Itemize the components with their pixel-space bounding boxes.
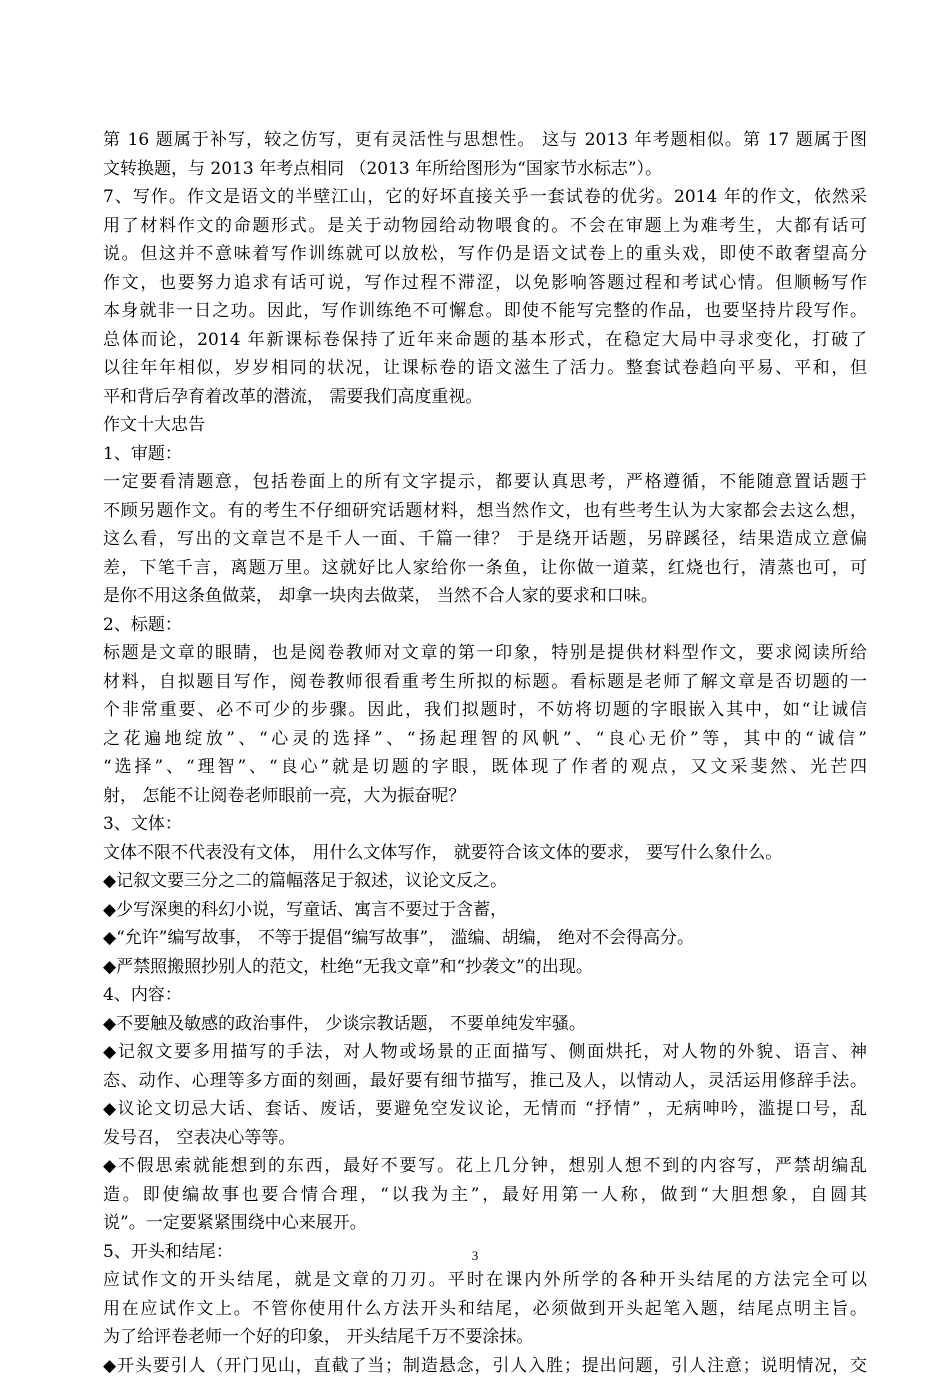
text-line: 说。但这并不意味着写作训练就可以放松，写作仍是语文试卷上的重头戏，即使不敢奢望高分 bbox=[103, 240, 867, 269]
text-line: 说”。一定要紧紧围绕中心来展开。 bbox=[103, 1209, 867, 1238]
text-line: 之花遍地绽放”、“心灵的选择”、“扬起理智的风帆”、“良心无价”等，其中的“诚信” bbox=[103, 725, 867, 754]
text-line: 标题是文章的眼睛，也是阅卷教师对文章的第一印象，特别是提供材料型作文，要求阅读所给 bbox=[103, 639, 867, 668]
text-line: 差，下笔千言，离题万里。这就好比人家给你一条鱼，让你做一道菜，红烧也行，清蒸也可，可 bbox=[103, 554, 867, 583]
text-line: 这么看，写出的文章岂不是千人一面、千篇一律？ 于是绕开话题，另辟蹊径，结果造成立意偏 bbox=[103, 525, 867, 554]
section-heading: 5、开头和结尾： bbox=[103, 1238, 867, 1267]
bullet-item: ◆开头要引人（开门见山，直截了当；制造悬念，引人入胜；提出问题，引人注意；说明情况，交 bbox=[103, 1352, 867, 1380]
section-title: 作文十大忠告 bbox=[103, 411, 867, 440]
page-number: 3 bbox=[0, 1248, 950, 1264]
bullet-item: ◆记叙文要多用描写的手法，对人物或场景的正面描写、侧面烘托，对人物的外貌、语言、神 bbox=[103, 1038, 867, 1067]
document-body bbox=[103, 126, 867, 1380]
text-line: 应试作文的开头结尾，就是文章的刀刃。平时在课内外所学的各种开头结尾的方法完全可以 bbox=[103, 1266, 867, 1295]
text-line: 文转换题，与 2013 年考点相同 （2013 年所给图形为“国家节水标志”）。 bbox=[103, 155, 867, 184]
bullet-item: ◆议论文切忌大话、套话、废话，要避免空发议论，无情而 “抒情” ，无病呻吟，滥提口号，乱 bbox=[103, 1095, 867, 1124]
text-line: 一定要看清题意，包括卷面上的所有文字提示，都要认真思考，严格遵循，不能随意置话题于 bbox=[103, 468, 867, 497]
text-line: “选择”、“理智”、“良心”就是切题的字眼，既体现了作者的观点，又文采斐然、光芒四 bbox=[103, 753, 867, 782]
text-line: 平和背后孕育着改革的潜流， 需要我们高度重视。 bbox=[103, 383, 867, 412]
text-line: 造。即使编故事也要合情合理，“以我为主”，最好用第一人称，做到“大胆想象，自圆其 bbox=[103, 1181, 867, 1210]
text-line: 为了给评卷老师一个好的印象， 开头结尾千万不要涂抹。 bbox=[103, 1323, 867, 1352]
text-line: 文体不限不代表没有文体， 用什么文体写作， 就要符合该文体的要求， 要写什么象什么。 bbox=[103, 839, 867, 868]
bullet-item: ◆不要触及敏感的政治事件， 少谈宗教话题， 不要单纯发牢骚。 bbox=[103, 1010, 867, 1039]
text-line: 是你不用这条鱼做菜， 却拿一块肉去做菜， 当然不合人家的要求和口味。 bbox=[103, 582, 867, 611]
text-line: 总体而论，2014 年新课标卷保持了近年来命题的基本形式，在稳定大局中寻求变化，打破了 bbox=[103, 326, 867, 355]
section-heading: 3、文体： bbox=[103, 810, 867, 839]
bullet-item: ◆“允许”编写故事， 不等于提倡“编写故事”， 滥编、胡编， 绝对不会得高分。 bbox=[103, 924, 867, 953]
text-line: 第 16 题属于补写，较之仿写，更有灵活性与思想性。 这与 2013 年考题相似。第 17 题属于图 bbox=[103, 126, 867, 155]
bullet-item: ◆记叙文要三分之二的篇幅落足于叙述，议论文反之。 bbox=[103, 867, 867, 896]
text-line: 发号召， 空表决心等等。 bbox=[103, 1124, 867, 1153]
text-line: 7、写作。作文是语文的半壁江山，它的好坏直接关乎一套试卷的优劣。2014 年的作文，依然采 bbox=[103, 183, 867, 212]
bullet-item: ◆少写深奥的科幻小说，写童话、寓言不要过于含蓄， bbox=[103, 896, 867, 925]
text-line: 本身就非一日之功。因此，写作训练绝不可懈怠。即使不能写完整的作品，也要坚持片段写作。 bbox=[103, 297, 867, 326]
text-line: 材料，自拟题目写作，阅卷教师很看重考生所拟的标题。看标题是老师了解文章是否切题的一 bbox=[103, 668, 867, 697]
bullet-item: ◆严禁照搬照抄别人的范文，杜绝“无我文章”和“抄袭文”的出现。 bbox=[103, 953, 867, 982]
text-line: 射， 怎能不让阅卷老师眼前一亮，大为振奋呢？ bbox=[103, 782, 867, 811]
text-line: 作文，也要努力追求有话可说，写作过程不滞涩，以免影响答题过程和考试心情。但顺畅写作 bbox=[103, 269, 867, 298]
text-line: 不顾另题作文。有的考生不仔细研究话题材料，想当然作文，也有些考生认为大家都会去这么想， bbox=[103, 497, 867, 526]
section-heading: 1、审题： bbox=[103, 440, 867, 469]
text-line: 个非常重要、必不可少的步骤。因此，我们拟题时，不妨将切题的字眼嵌入其中，如“让诚信 bbox=[103, 696, 867, 725]
section-heading: 4、内容： bbox=[103, 981, 867, 1010]
text-line: 用了材料作文的命题形式。是关于动物园给动物喂食的。不会在审题上为难考生，大都有话可 bbox=[103, 212, 867, 241]
text-line: 以往年年相似，岁岁相同的状况，让课标卷的语文滋生了活力。整套试卷趋向平易、平和，但 bbox=[103, 354, 867, 383]
bullet-item: ◆不假思索就能想到的东西，最好不要写。花上几分钟，想别人想不到的内容写，严禁胡编乱 bbox=[103, 1152, 867, 1181]
section-heading: 2、标题： bbox=[103, 611, 867, 640]
text-line: 用在应试作文上。不管你使用什么方法开头和结尾，必须做到开头起笔入题，结尾点明主旨。 bbox=[103, 1295, 867, 1324]
text-line: 态、动作、心理等多方面的刻画，最好要有细节描写，推己及人，以情动人，灵活运用修辞手法。 bbox=[103, 1067, 867, 1096]
